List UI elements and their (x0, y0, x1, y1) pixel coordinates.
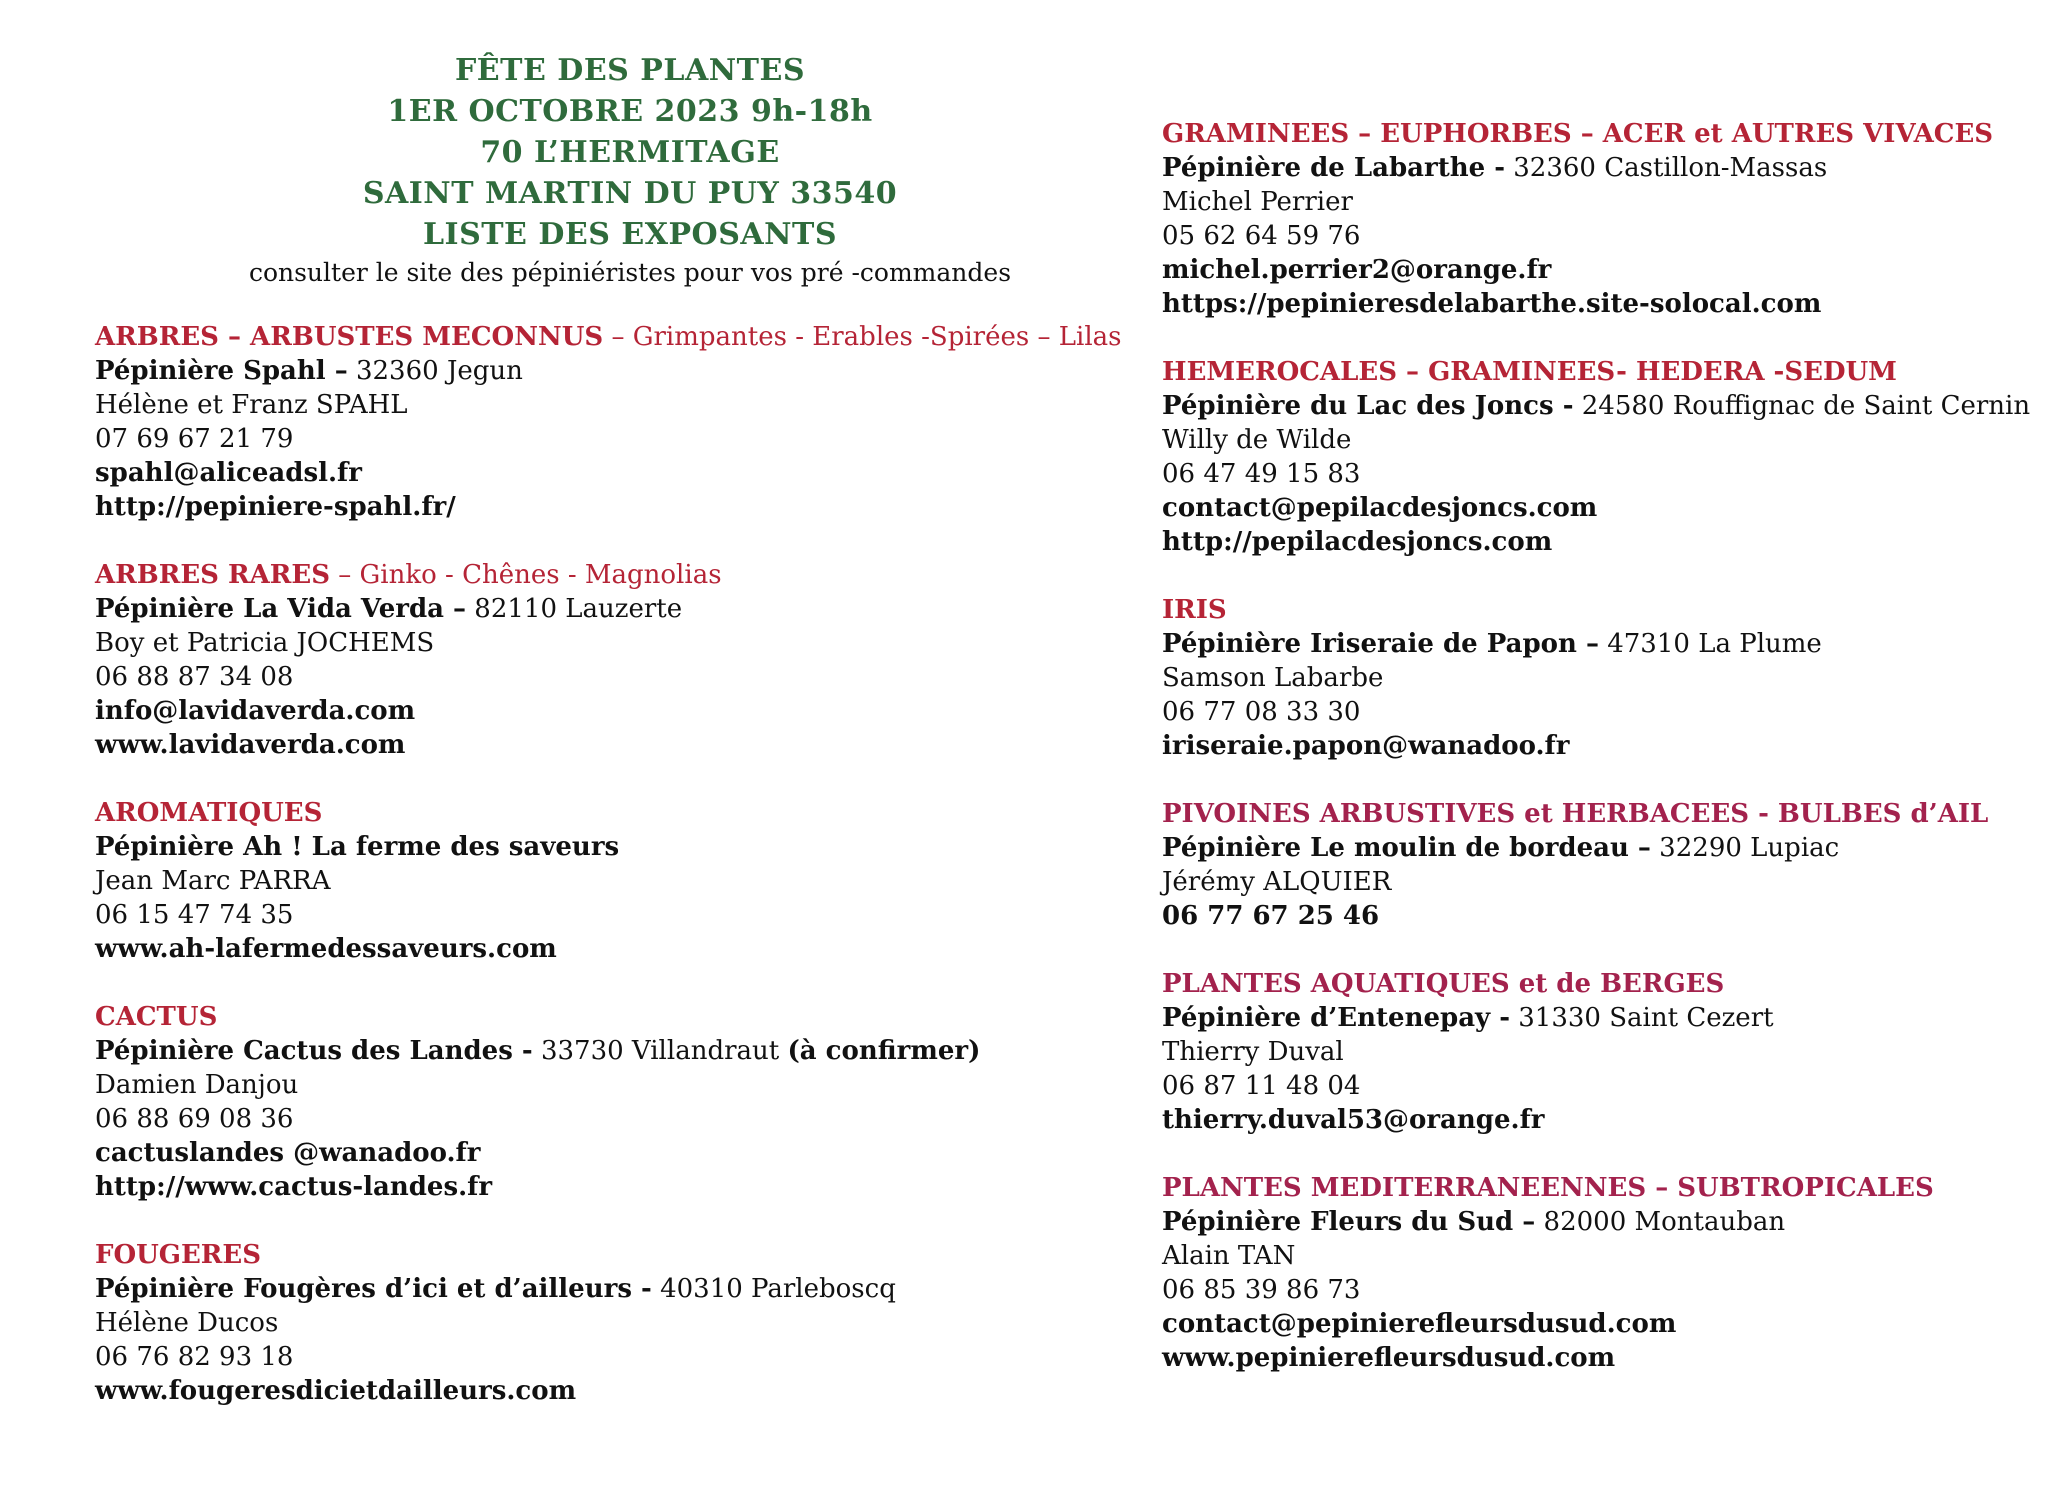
category-title: ARBRES RARES (95, 560, 330, 590)
category-title: HEMEROCALES – GRAMINEES- HEDERA -SEDUM (1162, 357, 1897, 387)
contact-name: Alain TAN (1162, 1241, 1296, 1271)
website-url: www.pepinierefleursdusud.com (1162, 1343, 1616, 1373)
exhibitor-entry (1162, 117, 2042, 321)
list-title: LISTE DES EXPOSANTS (422, 217, 838, 252)
contact-name: Boy et Patricia JOCHEMS (95, 628, 435, 658)
nursery-location: 33730 Villandraut (532, 1036, 788, 1066)
nursery-name: Pépinière Iriseraie de Papon – (1162, 629, 1599, 659)
phone-number: 06 88 87 34 08 (95, 662, 294, 692)
exhibitors-left-column (95, 320, 1122, 1442)
email-address: iriseraie.papon@wanadoo.fr (1162, 731, 1570, 761)
phone-number: 06 76 82 93 18 (95, 1342, 294, 1372)
nursery-name: Pépinière La Vida Verda – (95, 594, 467, 624)
nursery-location: 24580 Rouffignac de Saint Cernin (1573, 391, 2031, 421)
nursery-name: Pépinière de Labarthe - (1162, 153, 1505, 183)
nursery-name: Pépinière Ah ! La ferme des saveurs (95, 832, 620, 862)
event-address: 70 L’HERMITAGE (480, 135, 780, 170)
nursery-location: 82110 Lauzerte (466, 594, 683, 624)
nursery-name: Pépinière Cactus des Landes - (95, 1036, 533, 1066)
email-address: contact@pepinierefleursdusud.com (1162, 1309, 1677, 1339)
email-address: cactuslandes @wanadoo.fr (95, 1138, 481, 1168)
website-url: https://pepinieresdelabarthe.site-solocal.com (1162, 289, 1822, 319)
nursery-name: Pépinière Spahl – (95, 356, 348, 386)
nursery-location: 32360 Castillon-Massas (1505, 153, 1828, 183)
contact-name: Thierry Duval (1162, 1037, 1344, 1067)
phone-number: 06 87 11 48 04 (1162, 1071, 1361, 1101)
category-title: PLANTES MEDITERRANEENNES – SUBTROPICALES (1162, 1173, 1934, 1203)
exhibitor-entry (95, 1000, 1095, 1204)
document-header (95, 50, 1165, 291)
contact-name: Hélène et Franz SPAHL (95, 390, 408, 420)
event-city: SAINT MARTIN DU PUY 33540 (362, 176, 898, 211)
website-url: http://pepiniere-spahl.fr/ (95, 492, 456, 522)
exhibitor-entry (95, 320, 1122, 524)
website-url: www.fougeresdicietdailleurs.com (95, 1376, 577, 1406)
phone-number: 06 77 67 25 46 (1162, 901, 1380, 931)
nursery-location: 31330 Saint Cezert (1510, 1003, 1774, 1033)
category-details: – Ginko - Chênes - Magnolias (330, 560, 722, 590)
phone-number: 06 85 39 86 73 (1162, 1275, 1361, 1305)
exhibitor-entry (1162, 967, 2042, 1137)
nursery-name: Pépinière d’Entenepay - (1162, 1003, 1510, 1033)
nursery-location: 32290 Lupiac (1650, 833, 1840, 863)
exhibitor-entry (95, 1238, 1095, 1408)
category-title: GRAMINEES – EUPHORBES – ACER et AUTRES VIVACES (1162, 119, 1994, 149)
category-title: CACTUS (95, 1002, 218, 1032)
website-url: www.lavidaverda.com (95, 730, 406, 760)
confirmation-note: (à confirmer) (787, 1036, 981, 1066)
phone-number: 06 88 69 08 36 (95, 1104, 294, 1134)
phone-number: 06 47 49 15 83 (1162, 459, 1361, 489)
website-url: http://pepilacdesjoncs.com (1162, 527, 1553, 557)
phone-number: 05 62 64 59 76 (1162, 221, 1361, 251)
category-title: IRIS (1162, 595, 1227, 625)
contact-name: Michel Perrier (1162, 187, 1353, 217)
category-title: FOUGERES (95, 1240, 262, 1270)
exhibitor-entry (1162, 593, 2042, 763)
nursery-name: Pépinière Fleurs du Sud – (1162, 1207, 1536, 1237)
exhibitors-right-column (1162, 117, 2042, 1409)
nursery-location: 82000 Montauban (1535, 1207, 1786, 1237)
contact-name: Hélène Ducos (95, 1308, 279, 1338)
event-title: FÊTE DES PLANTES (455, 53, 805, 88)
category-title: AROMATIQUES (95, 798, 323, 828)
contact-name: Samson Labarbe (1162, 663, 1384, 693)
email-address: thierry.duval53@orange.fr (1162, 1105, 1545, 1135)
nursery-name: Pépinière Fougères d’ici et d’ailleurs - (95, 1274, 652, 1304)
exhibitor-entry (1162, 355, 2042, 559)
category-details: – Grimpantes - Erables -Spirées – Lilas (603, 322, 1122, 352)
phone-number: 06 15 47 74 35 (95, 900, 294, 930)
exhibitor-entry (1162, 797, 2042, 933)
contact-name: Damien Danjou (95, 1070, 299, 1100)
nursery-location: 47310 La Plume (1598, 629, 1822, 659)
exhibitor-entry (1162, 1171, 2042, 1375)
email-address: michel.perrier2@orange.fr (1162, 255, 1552, 285)
subtitle: consulter le site des pépiniéristes pour vos pré -commandes (248, 258, 1012, 287)
phone-number: 06 77 08 33 30 (1162, 697, 1361, 727)
email-address: contact@pepilacdesjoncs.com (1162, 493, 1598, 523)
email-address: info@lavidaverda.com (95, 696, 416, 726)
category-title: PIVOINES ARBUSTIVES et HERBACEES - BULBES d’AIL (1162, 799, 1989, 829)
contact-name: Willy de Wilde (1162, 425, 1352, 455)
nursery-name: Pépinière Le moulin de bordeau – (1162, 833, 1651, 863)
contact-name: Jérémy ALQUIER (1162, 867, 1392, 897)
event-date: 1ER OCTOBRE 2023 9h-18h (387, 94, 873, 129)
exhibitor-entry (95, 558, 1095, 762)
email-address: spahl@aliceadsl.fr (95, 458, 362, 488)
phone-number: 07 69 67 21 79 (95, 424, 294, 454)
category-title: ARBRES – ARBUSTES MECONNUS (95, 322, 604, 352)
exhibitor-entry (95, 796, 1095, 966)
nursery-location: 32360 Jegun (347, 356, 523, 386)
website-url: www.ah-lafermedessaveurs.com (95, 934, 557, 964)
contact-name: Jean Marc PARRA (95, 866, 331, 896)
category-title: PLANTES AQUATIQUES et de BERGES (1162, 969, 1725, 999)
nursery-location: 40310 Parleboscq (651, 1274, 896, 1304)
website-url: http://www.cactus-landes.fr (95, 1172, 493, 1202)
nursery-name: Pépinière du Lac des Joncs - (1162, 391, 1574, 421)
